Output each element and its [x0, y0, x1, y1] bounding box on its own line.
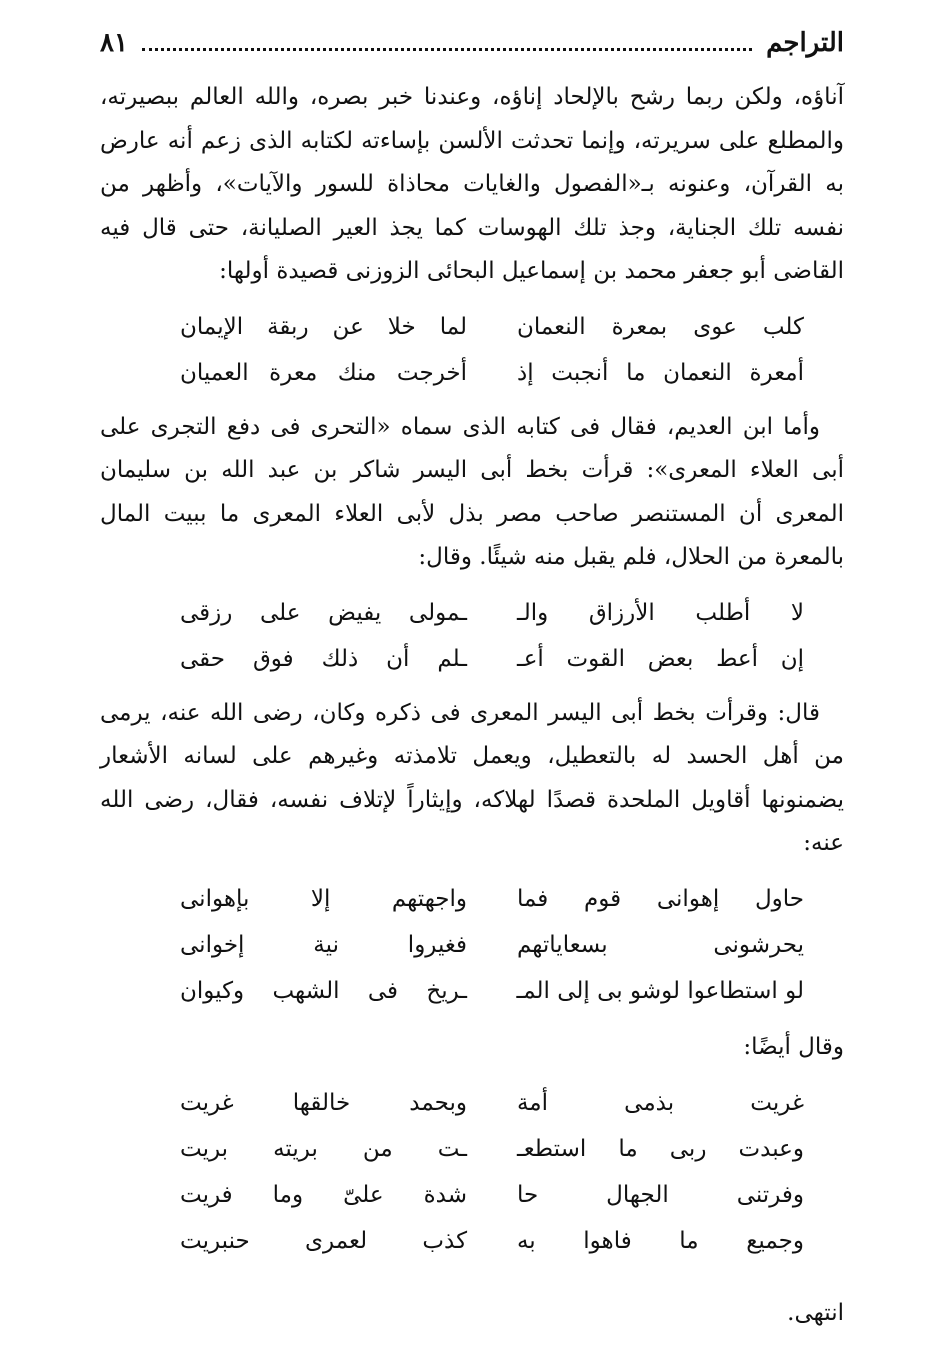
verse-second-hemistich: ـلم أن ذلك فوق حقى	[180, 645, 468, 672]
verse-first-hemistich: وجميع ما فاهوا به	[516, 1227, 804, 1254]
verse-line	[180, 1080, 804, 1126]
verse-second-hemistich: لما خلا عن ربقة الإيمان	[180, 313, 468, 340]
paragraph-1: آناؤه، ولكن ربما رشح بالإلحاد إناؤه، وعندنا خبر بصره، والله العالم ببصيرته، والمطلع على سريرته، وإنما تحدثت الألسن بإساءته لكتابه الذى زعم أنه عارض به القرآن، وعنونه بـ«الفصول والغايات محاذاة للسور والآيات»، وأظهر من نفسه تلك الجناية، وجذ تلك الهوسات كما يجذ العير الصليانة، حتى قال فيه القاضى أبو جعفر محمد بن إسماعيل البحائى الزوزنى قصيدة أولها:	[100, 84, 844, 284]
verse-first-hemistich: لو استطاعوا لوشو بى إلى المـ	[516, 977, 804, 1004]
verse-line	[180, 636, 804, 682]
verse-first-hemistich: كلب عوى بمعرة النعمان	[516, 313, 804, 340]
verse-first-hemistich: أمعرة النعمان ما أنجبت إذ	[516, 359, 804, 386]
section-title: التراجم	[766, 28, 844, 58]
paragraph-3: قال: وقرأت بخط أبى اليسر المعرى فى ذكره وكان، رضى الله عنه، يرمى من أهل الحسد له بالتعطيل، ويعمل تلامذته وغيرهم على لسانه الأشعار يضمنونها أقاويل الملحدة قصدًا لهلاكه، وإيثاراً لإتلاف نفسه، فقال، رضى الله عنه:	[100, 699, 844, 856]
poem-3	[100, 876, 844, 1014]
verse-line	[180, 304, 804, 350]
also-said-line: وقال أيضًا:	[743, 1033, 844, 1060]
ending-word: انتهى.	[787, 1299, 844, 1326]
verse-first-hemistich: وعبدت ربى ما استطعـ	[516, 1135, 804, 1162]
verse-second-hemistich: شدة علىّ وما فريت	[180, 1181, 468, 1208]
verse-first-hemistich: إن أعط بعض القوت أعـ	[516, 645, 804, 672]
verse-first-hemistich: لا أطلب الأرزاق والـ	[516, 599, 804, 626]
verse-line	[180, 876, 804, 922]
verse-line	[180, 350, 804, 396]
verse-line	[180, 1172, 804, 1218]
poem-2	[100, 590, 844, 682]
poem-4	[100, 1080, 844, 1264]
verse-second-hemistich: واجهتهم إلا بإهوانى	[180, 885, 468, 912]
poem-1	[100, 304, 844, 396]
verse-first-hemistich: وفرتنى الجهال حا	[516, 1181, 804, 1208]
page-number: ٨١	[100, 28, 128, 58]
verse-second-hemistich: ـريخ فى الشهب وكيوان	[180, 977, 468, 1004]
verse-second-hemistich: فغيروا نية إخوانى	[180, 931, 468, 958]
leader-dots	[142, 34, 752, 51]
verse-second-hemistich: ـت من بريته بريت	[180, 1135, 468, 1162]
verse-second-hemistich: ـمولى يفيض على رزقى	[180, 599, 468, 626]
verse-first-hemistich: يحرشونى بسعاياتهم	[516, 931, 804, 958]
verse-first-hemistich: حاول إهوانى قوم فما	[516, 885, 804, 912]
verse-line	[180, 590, 804, 636]
verse-line	[180, 968, 804, 1014]
page-header	[100, 28, 844, 76]
verse-line	[180, 1126, 804, 1172]
verse-line	[180, 922, 804, 968]
verse-line	[180, 1218, 804, 1264]
verse-second-hemistich: أخرجت منك معرة العميان	[180, 359, 468, 386]
verse-second-hemistich: وبحمد خالقها غريت	[180, 1089, 468, 1116]
verse-first-hemistich: غريت بذمى أمة	[516, 1089, 804, 1116]
verse-second-hemistich: كذب لعمرى حنبريت	[180, 1227, 468, 1254]
paragraph-2: وأما ابن العديم، فقال فى كتابه الذى سماه «التحرى فى دفع التجرى على أبى العلاء المعرى»: قرأت بخط أبى اليسر شاكر بن عبد الله بن سليمان المعرى أن المستنصر صاحب مصر بذل لأبى العلاء المعرى ما ببيت المال بالمعرة من الحلال، فلم يقبل منه شيئًا. وقال:	[100, 413, 844, 570]
